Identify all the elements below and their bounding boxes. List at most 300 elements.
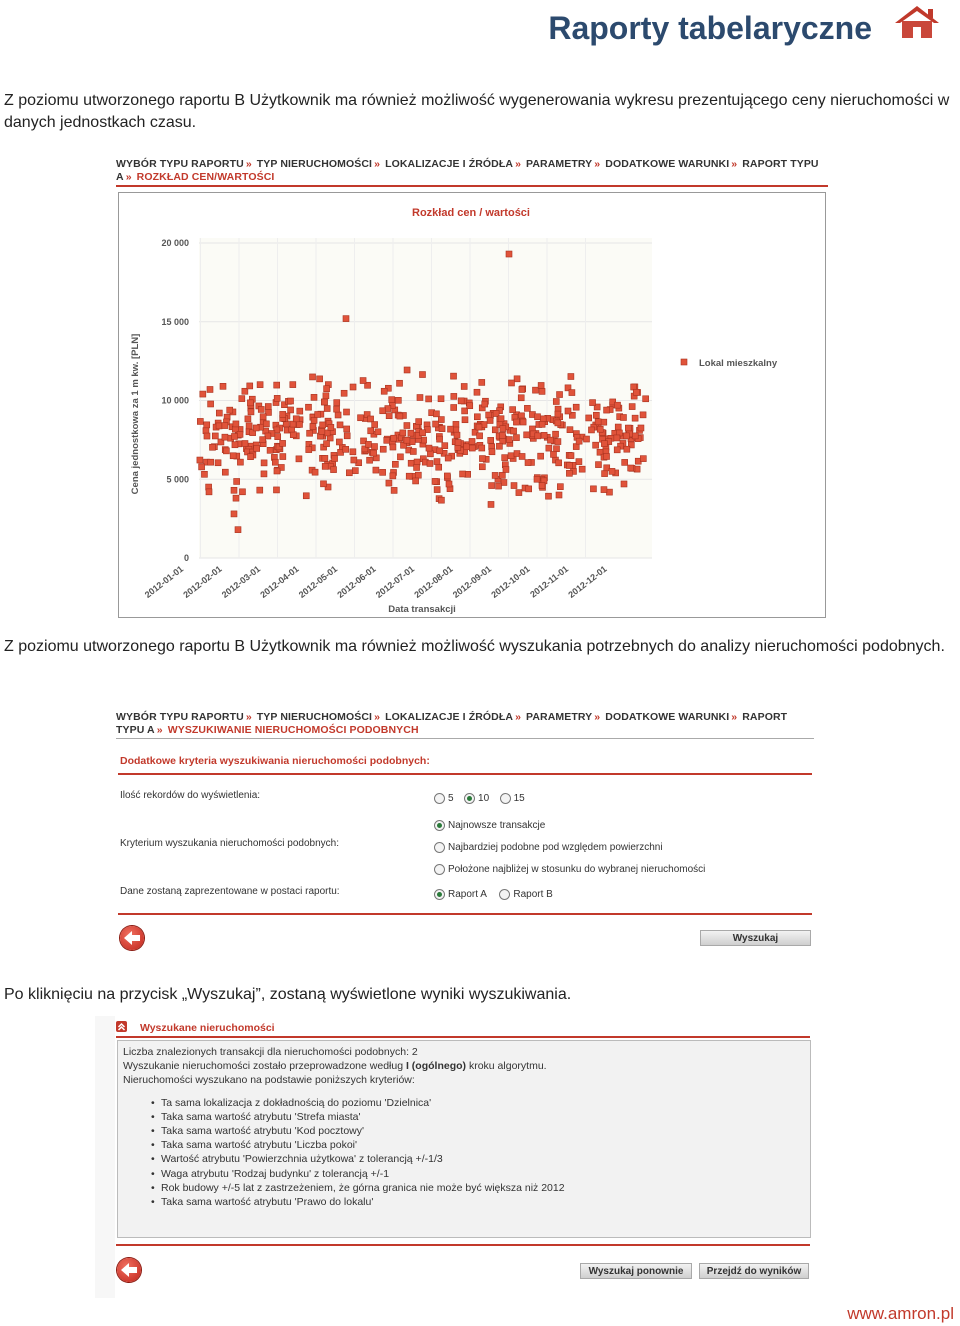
scatter-point xyxy=(204,422,210,428)
scatter-point xyxy=(197,457,203,463)
scatter-point xyxy=(227,407,233,413)
scatter-point xyxy=(208,459,214,465)
scatter-point xyxy=(640,412,646,418)
scatter-point xyxy=(615,424,621,430)
scatter-point xyxy=(438,497,444,503)
scatter-point xyxy=(513,435,519,441)
scatter-point xyxy=(451,393,457,399)
scatter-point xyxy=(384,437,390,443)
scatter-point xyxy=(538,453,544,459)
scatter-point xyxy=(460,471,466,477)
scatter-point xyxy=(556,460,562,466)
radio-area[interactable] xyxy=(434,842,445,853)
scatter-point xyxy=(392,461,398,467)
scatter-point xyxy=(201,471,207,477)
scatter-point xyxy=(231,511,237,517)
radio-15[interactable] xyxy=(500,793,511,804)
scatter-point xyxy=(408,460,414,466)
scatter-point xyxy=(502,455,508,461)
scatter-point xyxy=(553,431,559,437)
scatter-point xyxy=(601,419,607,425)
scatter-point xyxy=(350,384,356,390)
scatter-point xyxy=(322,463,328,469)
list-item: • Rok budowy +/-5 lat z zastrzeżeniem, że górna granica nie może być większa niż 2012 xyxy=(161,1181,810,1195)
scatter-point xyxy=(389,397,395,403)
scatter-point xyxy=(606,489,612,495)
scatter-point xyxy=(567,427,573,433)
scatter-point xyxy=(204,433,210,439)
scatter-point xyxy=(275,434,281,440)
results-panel xyxy=(117,1040,811,1238)
scatter-point xyxy=(565,408,571,414)
scatter-point xyxy=(334,406,340,412)
scatter-point xyxy=(506,437,512,443)
x-tick-label: 2012-01-01 xyxy=(142,563,186,600)
x-tick-label: 2012-03-01 xyxy=(219,563,263,600)
scatter-point xyxy=(290,432,296,438)
scatter-point xyxy=(555,439,561,445)
scatter-point xyxy=(557,484,563,490)
scatter-point xyxy=(234,478,240,484)
scatter-point xyxy=(532,387,538,393)
scatter-point xyxy=(310,374,316,380)
scatter-point xyxy=(337,422,343,428)
y-tick-label: 0 xyxy=(183,553,189,563)
radio-5[interactable] xyxy=(434,793,445,804)
scatter-point xyxy=(274,468,280,474)
scatter-point xyxy=(516,490,522,496)
scatter-point xyxy=(488,501,494,507)
scatter-point xyxy=(576,459,582,465)
scatter-point xyxy=(474,414,480,420)
scatter-point xyxy=(519,453,525,459)
scatter-point xyxy=(609,468,615,474)
x-tick-label: 2012-09-01 xyxy=(450,563,494,600)
scatter-point xyxy=(604,407,610,413)
scatter-point xyxy=(534,476,540,482)
scatter-point xyxy=(438,417,444,423)
scatter-point xyxy=(526,486,532,492)
scatter-point xyxy=(303,493,309,499)
scatter-point xyxy=(451,373,457,379)
scatter-point xyxy=(479,379,485,385)
scatter-point xyxy=(344,426,350,432)
scatter-point xyxy=(280,440,286,446)
scatter-point xyxy=(216,410,222,416)
scatter-point xyxy=(433,411,439,417)
scatter-point xyxy=(623,433,629,439)
scatter-point xyxy=(311,394,317,400)
search-button[interactable]: Wyszukaj xyxy=(700,930,811,946)
scatter-point xyxy=(290,382,296,388)
scatter-point xyxy=(524,405,530,411)
scatter-point xyxy=(640,456,646,462)
legend-label: Lokal mieszkalny xyxy=(699,358,778,369)
scatter-point xyxy=(253,425,259,431)
scatter-point xyxy=(474,389,480,395)
list-item: • Wartość atrybutu 'Powierzchnia użytkowa' z tolerancją +/-1/3 xyxy=(161,1152,810,1166)
scatter-point xyxy=(246,423,252,429)
x-tick-label: 2012-04-01 xyxy=(258,563,301,600)
scatter-point xyxy=(222,469,228,475)
scatter-point xyxy=(499,472,505,478)
scatter-point xyxy=(535,414,541,420)
scatter-point xyxy=(408,430,414,436)
scatter-point xyxy=(416,419,422,425)
scatter-point xyxy=(206,489,212,495)
radio-10[interactable] xyxy=(464,793,475,804)
scatter-point xyxy=(569,390,575,396)
scatter-point xyxy=(231,487,237,493)
scatter-point xyxy=(397,380,403,386)
scatter-point xyxy=(343,316,349,322)
scatter-point xyxy=(632,433,638,439)
home-icon[interactable] xyxy=(892,4,942,40)
scatter-point xyxy=(293,416,299,422)
scatter-point xyxy=(427,460,433,466)
scatter-point xyxy=(555,411,561,417)
go-to-results-button[interactable]: Przejdź do wyników xyxy=(699,1263,809,1279)
scatter-point xyxy=(254,445,260,451)
criterion-option-nearest[interactable]: Położone najbliżej w stosunku do wybranej nieruchomości xyxy=(434,861,705,879)
y-tick-label: 5 000 xyxy=(166,474,189,485)
scatter-point xyxy=(288,407,294,413)
scatter-point xyxy=(344,409,350,415)
scatter-point xyxy=(437,436,443,442)
scatter-point xyxy=(341,390,347,396)
scatter-point xyxy=(373,467,379,473)
scatter-point xyxy=(415,472,421,478)
scatter-point xyxy=(539,483,545,489)
scatter-point xyxy=(280,454,286,460)
scatter-point xyxy=(406,473,412,479)
scatter-point xyxy=(554,446,560,452)
scatter-point xyxy=(372,422,378,428)
scatter-point xyxy=(593,412,599,418)
chart-breadcrumb: WYBÓR TYPU RAPORTU » TYP NIERUCHOMOŚCI » LOKALIZACJE I ŹRÓDŁA » PARAMETRY » DODATKOWE WARUNKI » RAPORT TYPU A » ROZKŁAD CEN/WARTOŚCI xyxy=(116,158,819,183)
scatter-point xyxy=(455,439,461,445)
scatter-point xyxy=(426,396,432,402)
back-button[interactable] xyxy=(120,926,144,950)
scatter-point xyxy=(629,404,635,410)
scatter-point xyxy=(451,404,457,410)
scatter-point xyxy=(625,425,631,431)
scatter-point xyxy=(638,425,644,431)
scatter-point xyxy=(380,408,386,414)
scatter-point xyxy=(489,483,495,489)
scatter-point xyxy=(498,416,504,422)
scatter-point xyxy=(239,396,245,402)
list-item: • Taka sama wartość atrybutu 'Liczba pokoi' xyxy=(161,1138,810,1152)
scatter-point xyxy=(482,401,488,407)
arrow-left-icon xyxy=(123,930,141,946)
scatter-point xyxy=(199,464,205,470)
scatter-point xyxy=(538,382,544,388)
scatter-point xyxy=(454,432,460,438)
scatter-point xyxy=(274,395,280,401)
scatter-point xyxy=(434,459,440,465)
output-label: Dane zostaną zaprezentowane w postaci raportu: xyxy=(120,886,340,897)
scatter-point xyxy=(346,470,352,476)
scatter-point xyxy=(400,430,406,436)
scatter-point xyxy=(248,409,254,415)
scatter-point xyxy=(602,471,608,477)
scatter-point xyxy=(280,411,286,417)
left-gutter xyxy=(95,1016,115,1298)
scatter-point xyxy=(386,413,392,419)
scatter-point xyxy=(433,421,439,427)
list-item: • Ta sama lokalizacja z dokładnością do poziomu 'Dzielnica' xyxy=(161,1096,810,1110)
scatter-point xyxy=(477,433,483,439)
scatter-point xyxy=(462,417,468,423)
scatter-point xyxy=(595,419,601,425)
scatter-point xyxy=(496,443,502,449)
scatter-point xyxy=(397,454,403,460)
divider xyxy=(116,185,828,187)
results-criteria-intro: Nieruchomości wyszukano na podstawie poniższych kryteriów: xyxy=(123,1074,415,1087)
divider xyxy=(116,1036,810,1038)
scatter-point xyxy=(467,403,473,409)
scatter-point xyxy=(579,466,585,472)
output-options: Raport A Raport B xyxy=(434,886,553,904)
scatter-point xyxy=(350,449,356,455)
scatter-point xyxy=(222,434,228,440)
scatter-point xyxy=(315,411,321,417)
scatter-point xyxy=(375,429,381,435)
scatter-point xyxy=(386,480,392,486)
scatter-point xyxy=(426,445,432,451)
scatter-point xyxy=(434,487,440,493)
scatter-point xyxy=(207,386,213,392)
scatter-point xyxy=(296,456,302,462)
scatter-point xyxy=(546,445,552,451)
scatter-point xyxy=(464,444,470,450)
scatter-point xyxy=(469,445,475,451)
scatter-point xyxy=(486,412,492,418)
scatter-point xyxy=(461,383,467,389)
x-tick-label: 2012-02-01 xyxy=(181,563,224,600)
scatter-point xyxy=(488,437,494,443)
scatter-point xyxy=(257,487,263,493)
scatter-point xyxy=(248,454,254,460)
y-tick-label: 20 000 xyxy=(161,238,189,248)
scatter-point xyxy=(257,382,263,388)
scatter-point xyxy=(233,421,239,427)
scatter-point xyxy=(540,416,546,422)
scatter-point xyxy=(420,430,426,436)
list-item: • Taka sama wartość atrybutu 'Prawo do lokalu' xyxy=(161,1195,810,1209)
scatter-point xyxy=(547,437,553,443)
scatter-point xyxy=(231,433,237,439)
scatter-point xyxy=(614,447,620,453)
scatter-point xyxy=(601,441,607,447)
scatter-point xyxy=(371,450,377,456)
scatter-point xyxy=(352,468,358,474)
scatter-point xyxy=(476,424,482,430)
scatter-point xyxy=(633,389,639,395)
scatter-point xyxy=(311,417,317,423)
scatter-point xyxy=(391,435,397,441)
scatter-point xyxy=(212,433,218,439)
scatter-point xyxy=(232,442,238,448)
scatter-point xyxy=(479,464,485,470)
scatter-point xyxy=(417,395,423,401)
scatter-point xyxy=(335,412,341,418)
scatter-point xyxy=(216,423,222,429)
scatter-point xyxy=(322,399,328,405)
scatter-point xyxy=(566,463,572,469)
scatter-point xyxy=(489,449,495,455)
scatter-point xyxy=(273,487,279,493)
scatter-point xyxy=(324,386,330,392)
scatter-point xyxy=(513,419,519,425)
chart-title: Rozkład cen / wartości xyxy=(412,207,530,219)
y-tick-label: 10 000 xyxy=(161,395,189,406)
search-paragraph: Z poziomu utworzonego raportu B Użytkownik ma również możliwość wyszukania potrzebnych do analizy nieruchomości podobnych. xyxy=(4,638,945,655)
scatter-point xyxy=(458,398,464,404)
scatter-point xyxy=(247,400,253,406)
radio-newest[interactable] xyxy=(434,820,445,831)
scatter-point xyxy=(274,382,280,388)
scatter-point xyxy=(328,424,334,430)
scatter-point xyxy=(331,467,337,473)
y-tick-label: 15 000 xyxy=(161,316,189,327)
criterion-option-area[interactable]: Najbardziej podobne pod względem powierzchni xyxy=(434,839,663,857)
scatter-point xyxy=(588,427,594,433)
x-tick-label: 2012-12-01 xyxy=(566,563,609,600)
scatter-point xyxy=(404,437,410,443)
scatter-point xyxy=(368,416,374,422)
breadcrumb-current: ROZKŁAD CEN/WARTOŚCI xyxy=(136,171,275,183)
scatter-point xyxy=(586,415,592,421)
scatter-point xyxy=(432,478,438,484)
x-tick-label: 2012-10-01 xyxy=(489,563,532,600)
scatter-point xyxy=(593,442,599,448)
scatter-point xyxy=(233,495,239,501)
legend-marker xyxy=(681,359,687,365)
form-title: Dodatkowe kryteria wyszukiwania nieruchomości podobnych: xyxy=(120,755,430,767)
scatter-point xyxy=(506,251,512,257)
results-count: Liczba znalezionych transakcji dla nieruchomości podobnych: 2 xyxy=(123,1046,418,1058)
scatter-point xyxy=(380,446,386,452)
scatter-point xyxy=(235,527,241,533)
scatter-point xyxy=(239,489,245,495)
scatter-point xyxy=(436,464,442,470)
scatter-point xyxy=(555,420,561,426)
scatter-point xyxy=(360,378,366,384)
scatter-point xyxy=(614,435,620,441)
scatter-point xyxy=(628,465,634,471)
divider xyxy=(118,913,812,915)
scatter-point xyxy=(395,397,401,403)
scatter-point xyxy=(215,460,221,466)
scatter-point xyxy=(584,436,590,442)
search-again-button[interactable]: Wyszukaj ponownie xyxy=(580,1263,692,1279)
radio-report-a[interactable] xyxy=(434,889,445,900)
scatter-point xyxy=(410,448,416,454)
collapse-icon[interactable] xyxy=(116,1021,127,1032)
divider xyxy=(116,738,814,739)
scatter-point xyxy=(590,486,596,492)
scatter-point xyxy=(404,367,410,373)
x-tick-label: 2012-08-01 xyxy=(412,563,455,600)
x-tick-label: 2012-07-01 xyxy=(373,563,417,600)
search-breadcrumb: WYBÓR TYPU RAPORTU » TYP NIERUCHOMOŚCI » LOKALIZACJE I ŹRÓDŁA » PARAMETRY » DODATKOWE WARUNKI » RAPORT TYPU A » WYSZUKIWANIE NIERUCHOMOŚCI PODOBNYCH xyxy=(116,711,788,736)
scatter-point xyxy=(324,406,330,412)
chart-canvas xyxy=(119,193,825,617)
list-item: • Taka sama wartość atrybutu 'Strefa miasta' xyxy=(161,1110,810,1124)
scatter-point xyxy=(557,392,563,398)
scatter-point xyxy=(310,423,316,429)
scatter-point xyxy=(390,473,396,479)
scatter-point xyxy=(365,441,371,447)
scatter-point xyxy=(622,459,628,465)
criterion-option-newest[interactable]: Najnowsze transakcje xyxy=(434,817,545,835)
scatter-point xyxy=(615,402,621,408)
scatter-point xyxy=(260,414,266,420)
scatter-point xyxy=(511,483,517,489)
scatter-point xyxy=(267,447,273,453)
scatter-point xyxy=(545,493,551,499)
scatter-point xyxy=(336,439,342,445)
scatter-point xyxy=(438,396,444,402)
results-paragraph: Po kliknięciu na przycisk „Wyszukaj”, zostaną wyświetlone wyniki wyszukiwania. xyxy=(4,986,572,1003)
scatter-point xyxy=(621,481,627,487)
radio-nearest[interactable] xyxy=(434,864,445,875)
scatter-point xyxy=(601,487,607,493)
scatter-point xyxy=(306,447,312,453)
scatter-point xyxy=(550,451,556,457)
back-button[interactable] xyxy=(117,1258,141,1282)
scatter-point xyxy=(230,453,236,459)
radio-report-b[interactable] xyxy=(499,889,510,900)
count-label: Ilość rekordów do wyświetlenia: xyxy=(120,790,261,801)
footer-url[interactable]: www.amron.pl xyxy=(847,1304,954,1323)
scatter-point xyxy=(332,455,338,461)
scatter-point xyxy=(525,460,531,466)
scatter-point xyxy=(539,421,545,427)
scatter-point xyxy=(358,415,364,421)
scatter-point xyxy=(414,459,420,465)
scatter-point xyxy=(381,388,387,394)
scatter-point xyxy=(510,407,516,413)
scatter-point xyxy=(391,487,397,493)
scatter-point xyxy=(260,437,266,443)
scatter-point xyxy=(518,395,524,401)
scatter-point xyxy=(413,478,419,484)
scatter-point xyxy=(324,441,330,447)
scatter-point xyxy=(344,433,350,439)
scatter-point xyxy=(209,444,215,450)
scatter-point xyxy=(397,413,403,419)
scatter-point xyxy=(317,376,323,382)
scatter-point xyxy=(604,453,610,459)
scatter-point xyxy=(514,376,520,382)
scatter-point xyxy=(197,418,203,424)
scatter-point xyxy=(444,473,450,479)
scatter-point xyxy=(272,459,278,465)
scatter-point xyxy=(535,433,541,439)
divider xyxy=(118,773,812,775)
scatter-point xyxy=(556,492,562,498)
results-title: Wyszukane nieruchomości xyxy=(140,1022,275,1034)
scatter-point xyxy=(500,426,506,432)
scatter-point xyxy=(380,469,386,475)
intro-paragraph: Z poziomu utworzonego raportu B Użytkownik ma również możliwość wygenerowania wykresu prezentującego ceny nieruchomości w danych jednostkach czasu. xyxy=(4,92,950,131)
scatter-point xyxy=(261,460,267,466)
count-options: 5 10 15 xyxy=(434,790,525,808)
scatter-point xyxy=(620,414,626,420)
